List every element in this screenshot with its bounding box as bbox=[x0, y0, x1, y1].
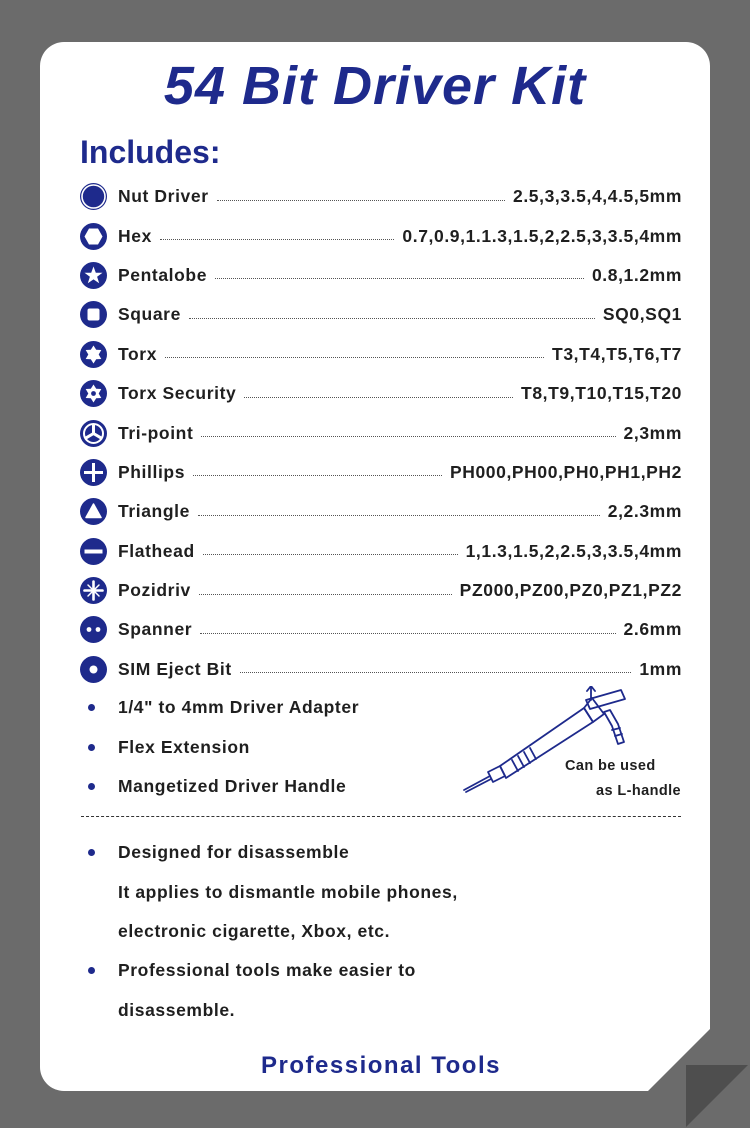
sim-eject-icon bbox=[80, 656, 107, 683]
bullet-dot bbox=[88, 704, 95, 711]
bullet-dot bbox=[88, 744, 95, 751]
bit-row-square bbox=[80, 295, 682, 334]
bit-label: Flathead bbox=[118, 540, 195, 561]
bit-row-flathead bbox=[80, 532, 682, 571]
bit-row-nut-driver bbox=[80, 177, 682, 216]
bit-row-pentalobe bbox=[80, 256, 682, 295]
square-icon bbox=[80, 301, 107, 328]
bit-sizes: 2,2.3mm bbox=[607, 501, 682, 522]
leader-dots bbox=[215, 278, 584, 279]
leader-dots bbox=[201, 436, 615, 437]
handle-note-line1: Can be used bbox=[565, 758, 656, 774]
leader-dots bbox=[165, 357, 544, 358]
bit-label: Pentalobe bbox=[118, 264, 208, 285]
bit-sizes: 2,3mm bbox=[623, 422, 682, 443]
bit-sizes: T8,T9,T10,T15,T20 bbox=[521, 383, 682, 404]
bit-label: Nut Driver bbox=[118, 186, 209, 207]
nut-driver-icon bbox=[80, 183, 107, 210]
page-title: 54 Bit Driver Kit bbox=[163, 56, 587, 116]
bit-sizes: PZ000,PZ00,PZ0,PZ1,PZ2 bbox=[459, 580, 682, 601]
note-text: Designed for disassemble bbox=[118, 842, 350, 863]
accessory-label: 1/4" to 4mm Driver Adapter bbox=[118, 697, 360, 718]
bit-sizes: SQ0,SQ1 bbox=[602, 304, 682, 325]
bit-label: Pozidriv bbox=[118, 580, 191, 601]
leader-dots bbox=[160, 239, 395, 240]
bit-label: Hex bbox=[118, 225, 152, 246]
note-line bbox=[88, 951, 688, 990]
pozidriv-icon bbox=[80, 577, 107, 604]
notes-section bbox=[88, 833, 688, 1030]
bit-label: Triangle bbox=[118, 501, 190, 522]
torx-security-icon bbox=[80, 380, 107, 407]
list-item bbox=[88, 688, 418, 727]
phillips-icon bbox=[80, 459, 107, 486]
triangle-icon bbox=[80, 498, 107, 525]
leader-dots bbox=[240, 672, 632, 673]
note-text: Professional tools make easier to bbox=[118, 960, 416, 981]
tri-point-icon bbox=[80, 420, 107, 447]
note-line bbox=[88, 872, 688, 911]
leader-dots bbox=[199, 594, 452, 595]
bit-row-triangle bbox=[80, 492, 682, 531]
note-text: It applies to dismantle mobile phones, bbox=[118, 881, 458, 902]
dashed-divider bbox=[81, 816, 681, 817]
handle-note-line2: as L-handle bbox=[596, 783, 681, 799]
bit-row-tri-point bbox=[80, 413, 682, 452]
bit-row-pozidriv bbox=[80, 571, 682, 610]
bit-row-phillips bbox=[80, 453, 682, 492]
bit-sizes: 1,1.3,1.5,2,2.5,3,3.5,4mm bbox=[465, 540, 682, 561]
bit-sizes: 2.5,3,3.5,4,4.5,5mm bbox=[512, 186, 682, 207]
l-handle-note bbox=[565, 754, 683, 804]
leader-dots bbox=[244, 397, 513, 398]
bit-label: Spanner bbox=[118, 619, 193, 640]
bit-sizes: PH000,PH00,PH0,PH1,PH2 bbox=[449, 461, 682, 482]
leader-dots bbox=[200, 633, 615, 634]
note-line bbox=[88, 991, 688, 1030]
hex-icon bbox=[80, 223, 107, 250]
accessory-label: Mangetized Driver Handle bbox=[118, 775, 347, 796]
bit-row-spanner bbox=[80, 610, 682, 649]
accessory-label: Flex Extension bbox=[118, 736, 250, 757]
leader-dots bbox=[203, 554, 458, 555]
bit-sizes: T3,T4,T5,T6,T7 bbox=[552, 343, 682, 364]
bit-label: SIM Eject Bit bbox=[118, 658, 232, 679]
leader-dots bbox=[198, 515, 600, 516]
leader-dots bbox=[193, 475, 442, 476]
leader-dots bbox=[189, 318, 595, 319]
note-text: disassemble. bbox=[118, 999, 236, 1020]
bit-row-torx bbox=[80, 335, 682, 374]
bit-label: Square bbox=[118, 304, 181, 325]
bit-sizes: 1mm bbox=[639, 658, 682, 679]
note-line bbox=[88, 912, 688, 951]
note-text: electronic cigarette, Xbox, etc. bbox=[118, 920, 391, 941]
bit-sizes: 0.8,1.2mm bbox=[591, 264, 682, 285]
spanner-icon bbox=[80, 616, 107, 643]
bit-sizes: 0.7,0.9,1.1.3,1.5,2,2.5,3,3.5,4mm bbox=[402, 225, 682, 246]
bit-row-sim-eject bbox=[80, 650, 682, 689]
bullet-dot bbox=[88, 783, 95, 790]
list-item bbox=[88, 727, 418, 766]
includes-heading: Includes: bbox=[80, 134, 221, 170]
footer-tagline: Professional Tools bbox=[261, 1052, 501, 1079]
bit-label: Torx bbox=[118, 343, 158, 364]
leader-dots bbox=[217, 200, 505, 201]
bit-label: Tri-point bbox=[118, 422, 194, 443]
bit-sizes: 2.6mm bbox=[623, 619, 682, 640]
flathead-icon bbox=[80, 538, 107, 565]
note-line bbox=[88, 833, 688, 872]
bit-label: Phillips bbox=[118, 461, 186, 482]
pentalobe-icon bbox=[80, 262, 107, 289]
bit-label: Torx Security bbox=[118, 383, 237, 404]
bullet-dot bbox=[88, 849, 95, 856]
accessory-list bbox=[88, 688, 418, 806]
bullet-dot bbox=[88, 967, 95, 974]
list-item bbox=[88, 767, 418, 806]
bit-row-hex bbox=[80, 216, 682, 255]
torx-icon bbox=[80, 341, 107, 368]
bit-list bbox=[80, 177, 682, 689]
bit-row-torx-security bbox=[80, 374, 682, 413]
